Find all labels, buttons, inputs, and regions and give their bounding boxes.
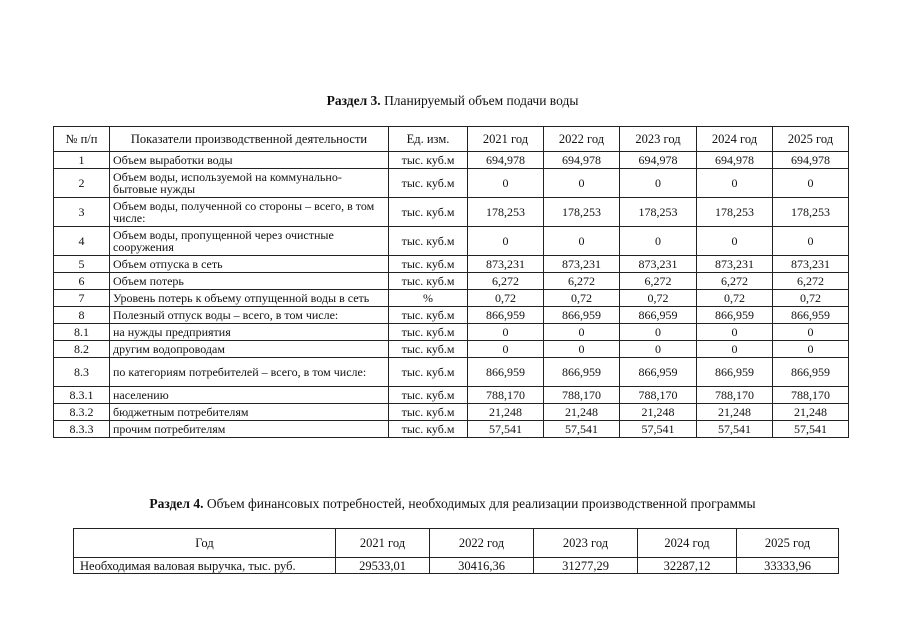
table-row — [54, 273, 849, 290]
header-cell: 2021 год — [468, 127, 544, 152]
value-cell: 0,72 — [773, 290, 849, 307]
value-cell: 6,272 — [544, 273, 620, 290]
header-cell: 2024 год — [697, 127, 773, 152]
value-cell: 178,253 — [544, 198, 620, 227]
value-cell: 0 — [544, 324, 620, 341]
value-cell: 866,959 — [697, 358, 773, 387]
value-cell: 0 — [697, 324, 773, 341]
value-cell: 21,248 — [620, 404, 697, 421]
value-cell: 0 — [620, 227, 697, 256]
section-4-heading: Объем финансовых потребностей, необходимых для реализации производственной программы — [203, 496, 756, 511]
value-cell: 694,978 — [697, 152, 773, 169]
value-cell: 0 — [620, 169, 697, 198]
financial-needs-table — [73, 528, 839, 574]
row-unit: тыс. куб.м — [389, 387, 468, 404]
value-cell: 57,541 — [773, 421, 849, 438]
value-cell: 866,959 — [544, 358, 620, 387]
section-4-label: Раздел 4. — [149, 496, 204, 511]
row-number: 8.3 — [54, 358, 110, 387]
row-unit: тыс. куб.м — [389, 152, 468, 169]
header-cell: № п/п — [54, 127, 110, 152]
value-cell: 178,253 — [620, 198, 697, 227]
value-cell: 178,253 — [697, 198, 773, 227]
value-cell: 30416,36 — [430, 558, 534, 574]
row-unit: тыс. куб.м — [389, 256, 468, 273]
value-cell: 21,248 — [773, 404, 849, 421]
row-unit: тыс. куб.м — [389, 421, 468, 438]
value-cell: 33333,96 — [737, 558, 839, 574]
row-indicator-name: по категориям потребителей – всего, в том числе: — [110, 358, 389, 387]
value-cell: 694,978 — [620, 152, 697, 169]
value-cell: 873,231 — [697, 256, 773, 273]
value-cell: 0 — [773, 169, 849, 198]
table-row — [54, 404, 849, 421]
row-number: 8.1 — [54, 324, 110, 341]
row-unit: тыс. куб.м — [389, 307, 468, 324]
table-row — [54, 227, 849, 256]
row-indicator-name: Объем выработки воды — [110, 152, 389, 169]
value-cell: 0 — [697, 227, 773, 256]
value-cell: 788,170 — [620, 387, 697, 404]
table-row — [54, 341, 849, 358]
value-cell: 694,978 — [468, 152, 544, 169]
row-indicator-name: Объем воды, полученной со стороны – всего, в том числе: — [110, 198, 389, 227]
row-unit: тыс. куб.м — [389, 169, 468, 198]
value-cell: 0 — [544, 227, 620, 256]
value-cell: 0 — [620, 341, 697, 358]
row-indicator-name: прочим потребителям — [110, 421, 389, 438]
value-cell: 0 — [773, 324, 849, 341]
row-number: 8.3.3 — [54, 421, 110, 438]
section-3-label: Раздел 3. — [326, 93, 381, 108]
row-unit: тыс. куб.м — [389, 341, 468, 358]
header-cell: 2022 год — [544, 127, 620, 152]
row-number: 6 — [54, 273, 110, 290]
row-number: 7 — [54, 290, 110, 307]
value-cell: 866,959 — [620, 358, 697, 387]
row-number: 4 — [54, 227, 110, 256]
value-cell: 0 — [773, 341, 849, 358]
value-cell: 29533,01 — [336, 558, 430, 574]
section-4-title — [0, 496, 905, 512]
value-cell: 21,248 — [697, 404, 773, 421]
value-cell: 873,231 — [544, 256, 620, 273]
row-indicator-name: Полезный отпуск воды – всего, в том числе: — [110, 307, 389, 324]
table-row — [54, 421, 849, 438]
header-cell: 2024 год — [638, 529, 737, 558]
value-cell: 0,72 — [697, 290, 773, 307]
header-cell: Показатели производственной деятельности — [110, 127, 389, 152]
value-cell: 694,978 — [544, 152, 620, 169]
row-unit: тыс. куб.м — [389, 227, 468, 256]
row-indicator-name: другим водопроводам — [110, 341, 389, 358]
value-cell: 0 — [620, 324, 697, 341]
section-3-heading: Планируемый объем подачи воды — [380, 93, 579, 108]
value-cell: 21,248 — [468, 404, 544, 421]
value-cell: 866,959 — [468, 307, 544, 324]
value-cell: 57,541 — [468, 421, 544, 438]
value-cell: 0 — [544, 169, 620, 198]
value-cell: 866,959 — [620, 307, 697, 324]
value-cell: 6,272 — [620, 273, 697, 290]
value-cell: 873,231 — [773, 256, 849, 273]
row-indicator-name: бюджетным потребителям — [110, 404, 389, 421]
table-row — [54, 169, 849, 198]
value-cell: 6,272 — [468, 273, 544, 290]
row-number: 8.2 — [54, 341, 110, 358]
table-row — [54, 290, 849, 307]
row-number: 3 — [54, 198, 110, 227]
header-cell: 2025 год — [773, 127, 849, 152]
value-cell: 866,959 — [773, 307, 849, 324]
table-row — [54, 307, 849, 324]
value-cell: 57,541 — [620, 421, 697, 438]
value-cell: 0 — [544, 341, 620, 358]
value-cell: 0 — [468, 341, 544, 358]
value-cell: 0 — [468, 169, 544, 198]
row-unit: тыс. куб.м — [389, 404, 468, 421]
table-row — [54, 324, 849, 341]
row-unit: тыс. куб.м — [389, 198, 468, 227]
row-number: 2 — [54, 169, 110, 198]
value-cell: 0 — [773, 227, 849, 256]
table-header-row — [54, 127, 849, 152]
value-cell: 873,231 — [620, 256, 697, 273]
table-row — [54, 256, 849, 273]
value-cell: 31277,29 — [534, 558, 638, 574]
value-cell: 0 — [468, 227, 544, 256]
header-cell: Год — [74, 529, 336, 558]
row-label: Необходимая валовая выручка, тыс. руб. — [74, 558, 336, 574]
row-indicator-name: населению — [110, 387, 389, 404]
table-row — [54, 198, 849, 227]
value-cell: 178,253 — [773, 198, 849, 227]
row-indicator-name: Уровень потерь к объему отпущенной воды в сеть — [110, 290, 389, 307]
row-indicator-name: Объем потерь — [110, 273, 389, 290]
header-cell: 2022 год — [430, 529, 534, 558]
row-number: 5 — [54, 256, 110, 273]
header-cell: 2023 год — [620, 127, 697, 152]
value-cell: 6,272 — [773, 273, 849, 290]
value-cell: 0,72 — [620, 290, 697, 307]
value-cell: 694,978 — [773, 152, 849, 169]
value-cell: 0,72 — [544, 290, 620, 307]
row-number: 8 — [54, 307, 110, 324]
value-cell: 788,170 — [544, 387, 620, 404]
row-indicator-name: Объем отпуска в сеть — [110, 256, 389, 273]
value-cell: 788,170 — [773, 387, 849, 404]
table-row — [54, 152, 849, 169]
value-cell: 788,170 — [468, 387, 544, 404]
water-supply-table — [53, 126, 849, 438]
value-cell: 866,959 — [773, 358, 849, 387]
value-cell: 866,959 — [468, 358, 544, 387]
value-cell: 57,541 — [544, 421, 620, 438]
row-number: 8.3.2 — [54, 404, 110, 421]
value-cell: 866,959 — [544, 307, 620, 324]
value-cell: 178,253 — [468, 198, 544, 227]
table-row — [54, 387, 849, 404]
value-cell: 0 — [468, 324, 544, 341]
row-indicator-name: на нужды предприятия — [110, 324, 389, 341]
header-cell: 2023 год — [534, 529, 638, 558]
row-number: 8.3.1 — [54, 387, 110, 404]
value-cell: 866,959 — [697, 307, 773, 324]
value-cell: 0 — [697, 169, 773, 198]
value-cell: 21,248 — [544, 404, 620, 421]
table-header-row — [74, 529, 839, 558]
row-number: 1 — [54, 152, 110, 169]
row-unit: тыс. куб.м — [389, 273, 468, 290]
header-cell: 2021 год — [336, 529, 430, 558]
value-cell: 873,231 — [468, 256, 544, 273]
header-cell: 2025 год — [737, 529, 839, 558]
value-cell: 6,272 — [697, 273, 773, 290]
row-indicator-name: Объем воды, пропущенной через очистные сооружения — [110, 227, 389, 256]
row-unit: тыс. куб.м — [389, 324, 468, 341]
value-cell: 57,541 — [697, 421, 773, 438]
row-unit: % — [389, 290, 468, 307]
value-cell: 0 — [697, 341, 773, 358]
value-cell: 0,72 — [468, 290, 544, 307]
row-indicator-name: Объем воды, используемой на коммунально-бытовые нужды — [110, 169, 389, 198]
section-3-title — [0, 93, 905, 109]
value-cell: 788,170 — [697, 387, 773, 404]
value-cell: 32287,12 — [638, 558, 737, 574]
table-row — [54, 358, 849, 387]
row-unit: тыс. куб.м — [389, 358, 468, 387]
header-cell: Ед. изм. — [389, 127, 468, 152]
table-row — [74, 558, 839, 574]
